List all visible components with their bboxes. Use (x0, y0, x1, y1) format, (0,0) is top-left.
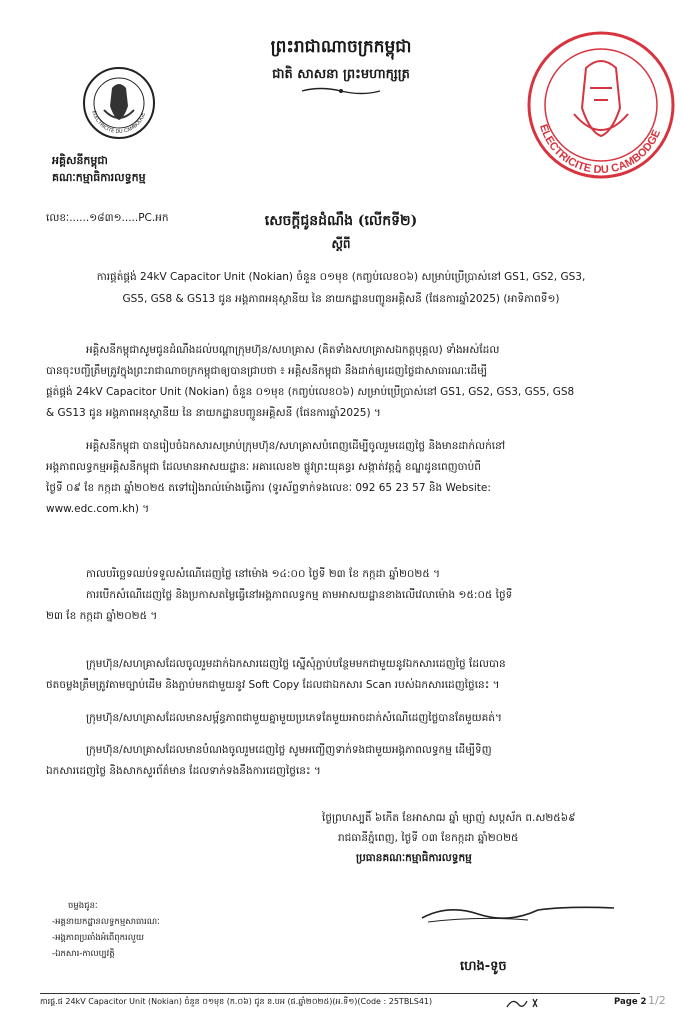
edc-logo (82, 66, 156, 140)
signer-name: ហេង-ទូច (460, 959, 507, 974)
ornament-divider (300, 86, 382, 96)
national-motto: ជាតិ សាសនា ព្រះមហាក្សត្រ (272, 67, 410, 82)
subject-label: ស្តីពី (331, 237, 351, 251)
subject-block (40, 266, 642, 310)
text-line: ២៣ ខែ កក្កដា ឆ្នាំ២០២៥ ។ (46, 610, 158, 622)
notice-title: សេចក្តីជូនដំណឹង (លើកទី២) (264, 213, 418, 229)
copies-block (52, 898, 160, 962)
org-committee: គណៈកម្មាធិការលទ្ធកម្ម (52, 171, 146, 184)
paragraph-contact (46, 740, 646, 782)
footer-divider (40, 993, 640, 994)
text-line: កាលបរិច្ឆេទឈប់ទទួលសំណើដេញថ្លៃ នៅម៉ោង ១៤:០០ ថ្ងៃទី ២៣ ខែ កក្កដា ឆ្នាំ២០២៥ ។ (86, 568, 441, 580)
solar-date: រាជធានីភ្នំពេញ, ថ្ងៃទី ០៣ ខែកក្កដា ឆ្នាំ២០២៥ (338, 832, 519, 844)
text-line: អគ្គិសនីកម្ពុជាសូមជូនដំណឹងដល់បណ្តាក្រុមហ៊ុន/សហគ្រាស (គិតទាំងសហគ្រាសឯកត្តបុគ្គល) ទាំងអស់ដែល (86, 344, 500, 356)
copies-item: -អគ្គនាយកដ្ឋានលទ្ធកម្មសាធារណៈ (52, 917, 160, 927)
org-block (52, 152, 192, 186)
subject-line: ការផ្គត់ផ្គង់ 24kV Capacitor Unit (Nokian) ចំនួន ០១មុខ (កញ្ចប់លេខ០៦) សម្រាប់ប្រើប្រាស់នៅ GS1, GS2, GS3, (96, 271, 586, 283)
text-line: ការបើកសំណើដេញថ្លៃ និងប្រកាសតម្លៃធ្វើនៅអង្គភាពលទ្ធកម្ម តាមអាសយដ្ឋានខាងលើវេលាម៉ោង ១៥:០៥ ថ្ងៃទី (86, 589, 513, 601)
page-number: Page 2 (614, 997, 647, 1007)
page-indicator[interactable]: 1/2 (648, 994, 666, 1007)
text-line: ក្រុមហ៊ុន/សហគ្រាសដែលមានសម្ព័ន្ធភាពជាមួយគ្នាមួយប្រភេទតែមួយអាចដាក់សំណើដេញថ្លៃបានតែមួយគត់។ (86, 712, 502, 724)
paragraph-deadline (46, 564, 646, 627)
text-line: អង្គភាពលទ្ធកម្មអគ្គិសនីកម្ពុជា ដែលមានអាសយដ្ឋានៈ អគារលេខ២ ផ្លូវព្រះយុគន្ធរ សង្កាត់វត្តភ្នំ ខណ្ឌដូនពេញចាប់ពី (46, 461, 481, 473)
text-line: អគ្គិសនីកម្ពុជា បានរៀបចំឯកសារសម្រាប់ក្រុមហ៊ុន/សហគ្រាសបំពេញដើម្បីចូលរួមដេញថ្លៃ និងមានដាក់លក់នៅ (86, 440, 506, 452)
text-line: បានចុះបញ្ជីត្រឹមត្រូវក្នុងព្រះរាជាណាចក្រកម្ពុជាឲ្យបានជ្រាបថា ៖ អគ្គិសនីកម្ពុជា នឹងដាក់ឲ្យដេញថ្លៃជាសាធារណៈដើម្បី (46, 365, 487, 377)
paragraph-affiliation (46, 708, 646, 729)
initials-mark (505, 995, 545, 1011)
paragraph-documents (46, 436, 646, 520)
org-name: អគ្គិសនីកម្ពុជា (52, 154, 108, 167)
text-line: ផ្គត់ផ្គង់ 24kV Capacitor Unit (Nokian) ចំនួន ០១មុខ (កញ្ចប់លេខ០៦) សម្រាប់ប្រើប្រាស់នៅ GS1, GS2, GS3, GS5, GS8 (46, 386, 575, 398)
copies-label: ចម្លងជូនៈ (68, 901, 98, 911)
text-line: ថ្ងៃទី ០៩ ខែ កក្កដា ឆ្នាំ២០២៥ តទៅរៀងរាល់ម៉ោងធ្វើការ (ទូរស័ព្ទទាក់ទងលេខៈ 092 65 23 57 និង Website: (46, 482, 491, 494)
date-block (322, 808, 662, 868)
kingdom-title: ព្រះរាជាណាចក្រកម្ពុជា (270, 37, 412, 57)
signer-title: ប្រធានគណៈកម្មាធិការលទ្ធកម្ម (356, 852, 472, 864)
stamp-text: ELECTRICITE DU CAMBODGE (537, 122, 664, 177)
copies-item: -ឯកសារ-កាលប្បវត្តិ (52, 949, 115, 959)
logo-text: ELECTRICITE DU CAMBODGE (90, 109, 147, 136)
subject-line: GS5, GS8 & GS13 ជូន អង្គភាពអនុស្ថានីយ នៃ នាយកដ្ឋានបញ្ជូនអគ្គិសនី (ផែនការឆ្នាំ2025) (អាទិភាពទី១) (122, 293, 560, 305)
text-line: ឯកសារដេញថ្លៃ និងសាកសួរព័ត៌មាន ដែលទាក់ទងនឹងការដេញថ្លៃនេះ ។ (46, 765, 321, 777)
edc-stamp (524, 28, 678, 182)
text-line: www.edc.com.kh) ។ (46, 503, 150, 515)
text-line: ថតចម្លងត្រឹមត្រូវតាមច្បាប់ដើម និងភ្ជាប់មកជាមួយនូវ Soft Copy ដែលជាឯកសារ Scan របស់ឯកសារដេញថ្លៃនេះ ។ (46, 679, 500, 691)
paragraph-intro (46, 340, 646, 424)
letter-number: លេខៈ......១៨៣១.....PC.អក (46, 212, 169, 224)
lunar-date: ថ្ងៃព្រហស្បតិ៍ ៦កើត ខែអាសាឍ ឆ្នាំ ម្សាញ់ សប្តស័ក ព.ស២៥៦៩ (322, 812, 576, 824)
text-line: ក្រុមហ៊ុន/សហគ្រាសដែលចូលរួមដាក់ឯកសារដេញថ្លៃ ស្នើសុំភ្ជាប់បន្ថែមមកជាមួយនូវឯកសារដេញថ្លៃ ដែលបាន (86, 658, 506, 670)
handwritten-signature (418, 898, 618, 928)
footer-reference: ការផ្គ.ផ 24kV Capacitor Unit (Nokian) ចំនួន ០១មុខ (ក.០៦) ជូន ន.បអ (ផ.ឆ្នាំ២០២៥)(អ.ទី១)(Code : 25TBLS41) (40, 997, 433, 1006)
text-line: & GS13 ជូន អង្គភាពអនុស្ថានីយ នៃ នាយកដ្ឋានបញ្ជូនអគ្គិសនី (ផែនការឆ្នាំ2025) ។ (46, 407, 381, 419)
text-line: ក្រុមហ៊ុន/សហគ្រាសដែលមានបំណងចូលរួមដេញថ្លៃ សូមអញ្ជើញទាក់ទងជាមួយអង្គភាពលទ្ធកម្ម ដើម្បីទិញ (86, 744, 492, 756)
copies-item: -អង្គភាពប្រឆាំងអំពើពុករលួយ (52, 933, 144, 943)
paragraph-copies-required (46, 654, 646, 696)
